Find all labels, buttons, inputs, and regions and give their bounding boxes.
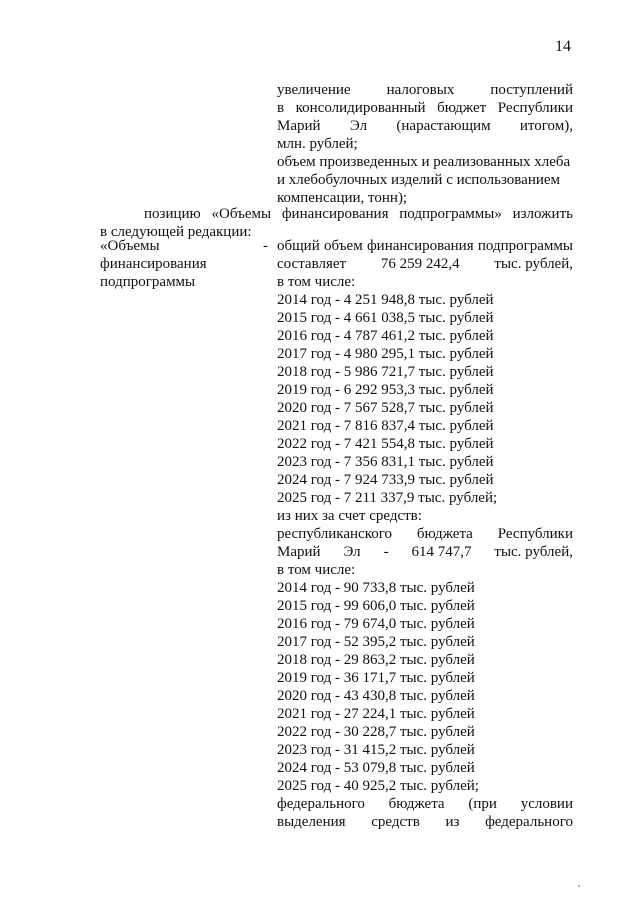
- list-item: 2015 год - 4 661 038,5 тыс. рублей: [277, 310, 494, 326]
- text-line: позицию «Объемы финансирования подпрограммы» изложить: [144, 206, 573, 222]
- list-item: 2025 год - 7 211 337,9 тыс. рублей;: [277, 490, 498, 506]
- republic-amount: 614 747,7: [411, 544, 472, 560]
- text-line: общий объем финансирования подпрограммы: [277, 238, 573, 254]
- text-line: компенсации, тонн);: [277, 190, 408, 206]
- text-line: и хлебобулочных изделий с использованием: [277, 172, 561, 188]
- text-line: в том числе:: [277, 274, 356, 290]
- text-line: составляет 76 259 242,4 тыс. рублей,: [277, 256, 573, 272]
- republic-by-year-list: [277, 579, 573, 795]
- text-line: подпрограммы: [100, 274, 196, 290]
- instruction-paragraph: [100, 205, 573, 241]
- list-item: 2025 год - 40 925,2 тыс. рублей;: [277, 778, 479, 794]
- list-item: 2021 год - 7 816 837,4 тыс. рублей: [277, 418, 494, 434]
- list-item: 2019 год - 36 171,7 тыс. рублей: [277, 670, 475, 686]
- list-item: 2017 год - 52 395,2 тыс. рублей: [277, 634, 475, 650]
- list-item: 2016 год - 4 787 461,2 тыс. рублей: [277, 328, 494, 344]
- list-item: 2024 год - 53 079,8 тыс. рублей: [277, 760, 475, 776]
- page-number: 14: [555, 38, 571, 55]
- text-line: «Объемы -: [100, 238, 268, 254]
- text-line: в следующей редакции:: [100, 224, 252, 240]
- list-item: 2014 год - 90 733,8 тыс. рублей: [277, 580, 475, 596]
- list-item: 2018 год - 5 986 721,7 тыс. рублей: [277, 364, 494, 380]
- text-line: финансирования: [100, 256, 207, 272]
- list-item: 2016 год - 79 674,0 тыс. рублей: [277, 616, 475, 632]
- text-line: в том числе:: [277, 562, 356, 578]
- list-item: 2020 год - 7 567 528,7 тыс. рублей: [277, 400, 494, 416]
- text-line: объем произведенных и реализованных хлеба: [277, 154, 571, 170]
- list-item: 2022 год - 7 421 554,8 тыс. рублей: [277, 436, 494, 452]
- text-line: республиканского бюджета Республики: [277, 526, 573, 542]
- text-line: из них за счет средств:: [277, 508, 422, 524]
- list-item: 2024 год - 7 924 733,9 тыс. рублей: [277, 472, 494, 488]
- list-item: 2022 год - 30 228,7 тыс. рублей: [277, 724, 475, 740]
- text-line: в консолидированный бюджет Республики: [277, 100, 573, 116]
- list-item: 2021 год - 27 224,1 тыс. рублей: [277, 706, 475, 722]
- list-item: 2015 год - 99 606,0 тыс. рублей: [277, 598, 475, 614]
- indicators-block: [277, 81, 573, 207]
- list-item: 2014 год - 4 251 948,8 тыс. рублей: [277, 292, 494, 308]
- list-item: 2023 год - 31 415,2 тыс. рублей: [277, 742, 475, 758]
- text-line: выделения средств из федерального: [277, 814, 573, 830]
- total-amount: 76 259 242,4: [380, 256, 460, 272]
- list-item: 2018 год - 29 863,2 тыс. рублей: [277, 652, 475, 668]
- list-item: 2020 год - 43 430,8 тыс. рублей: [277, 688, 475, 704]
- list-item: 2023 год - 7 356 831,1 тыс. рублей: [277, 454, 494, 470]
- text-line: увеличение налоговых поступлений: [277, 82, 573, 98]
- text-line: Марий Эл - 614 747,7 тыс. рублей,: [277, 544, 573, 560]
- list-item: 2017 год - 4 980 295,1 тыс. рублей: [277, 346, 494, 362]
- scan-speck: [578, 885, 580, 887]
- text-line: федерального бюджета (при условии: [277, 796, 573, 812]
- total-by-year-list: [277, 291, 573, 507]
- position-title: [100, 237, 268, 291]
- list-item: 2019 год - 6 292 953,3 тыс. рублей: [277, 382, 494, 398]
- text-line: млн. рублей;: [277, 136, 358, 152]
- financing-block: [277, 237, 573, 831]
- text-line: Марий Эл (нарастающим итогом),: [277, 118, 573, 134]
